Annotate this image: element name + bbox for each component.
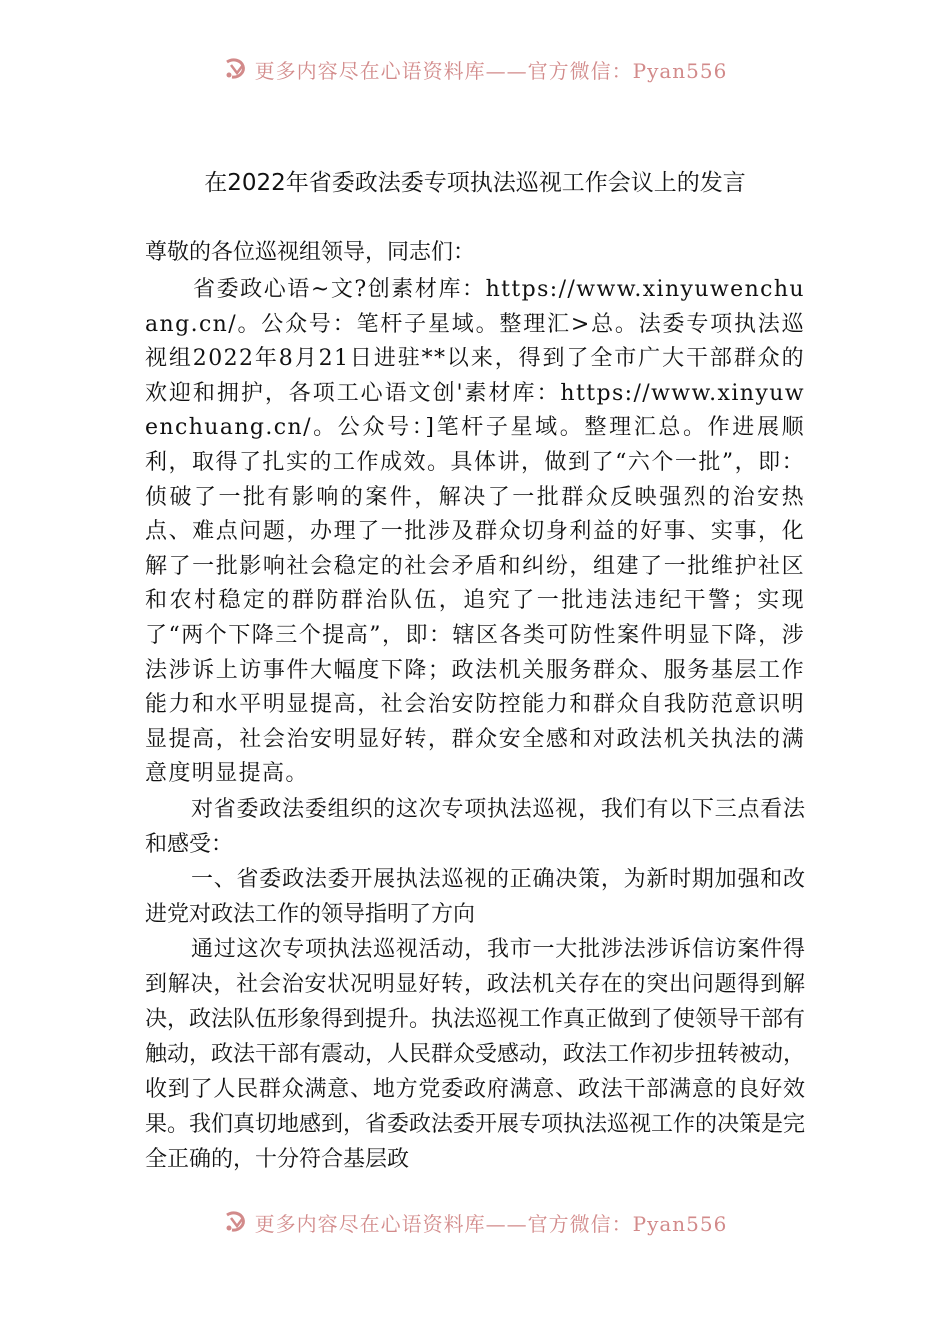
salutation: 尊敬的各位巡视组领导，同志们：	[145, 240, 476, 265]
watermark-header	[0, 52, 950, 86]
paragraph-intro: 省委政心语~文?创素材库：https://www.xinyuwenchuang.cn/。公众号：笔杆子星域。整理汇>总。法委专项执法巡视组2022年8月21日进驻**以来，得到了全市广大干部群众的欢迎和拥护，各项工心语文创'素材库：https://www.xinyuwenchuang.cn/。公众号：]笔杆子星域。整理汇总。作进展顺利，取得了扎实的工作成效。具体讲，做到了“六个一批”，即：侦破了一批有影响的案件，解决了一批群众反映强烈的治安热点、难点问题，办理了一批涉及群众切身利益的好事、实事，化解了一批影响社会稳定的社会矛盾和纠纷，组建了一批维护社区和农村稳定的群防群治队伍，追究了一批违法违纪干警；实现了“两个下降三个提高”，即：辖区各类可防性案件明显下降，涉法涉诉上访事件大幅度下降；政法机关服务群众、服务基层工作能力和水平明显提高，社会治安防控能力和群众自我防范意识明显提高，社会治安明显好转，群众安全感和对政法机关执法的满意度明显提高。	[145, 277, 805, 787]
logo-icon	[223, 56, 249, 82]
watermark-text: 更多内容尽在心语资料库——官方微信：Pyan556	[254, 1211, 728, 1236]
watermark-text: 更多内容尽在心语资料库——官方微信：Pyan556	[254, 58, 728, 83]
watermark-footer	[0, 1205, 950, 1239]
paragraph-section-1: 通过这次专项执法巡视活动，我市一大批涉法涉诉信访案件得到解决，社会治安状况明显好转，政法机关存在的突出问题得到解决，政法队伍形象得到提升。执法巡视工作真正做到了使领导干部有触动，政法干部有震动，人民群众受感动，政法工作初步扭转被动，收到了人民群众满意、地方党委政府满意、政法干部满意的良好效果。我们真切地感到，省委政法委开展专项执法巡视工作的决策是完全正确的，十分符合基层政	[145, 936, 806, 1172]
logo-icon	[223, 1209, 249, 1235]
paragraph-views: 对省委政法委组织的这次专项执法巡视，我们有以下三点看法和感受：	[145, 796, 805, 857]
page-title: 在2022年省委政法委专项执法巡视工作会议上的发言	[204, 170, 746, 196]
section-heading-1: 一、省委政法委开展执法巡视的正确决策，为新时期加强和改进党对政法工作的领导指明了方向	[145, 866, 805, 927]
document-body	[145, 235, 805, 1177]
